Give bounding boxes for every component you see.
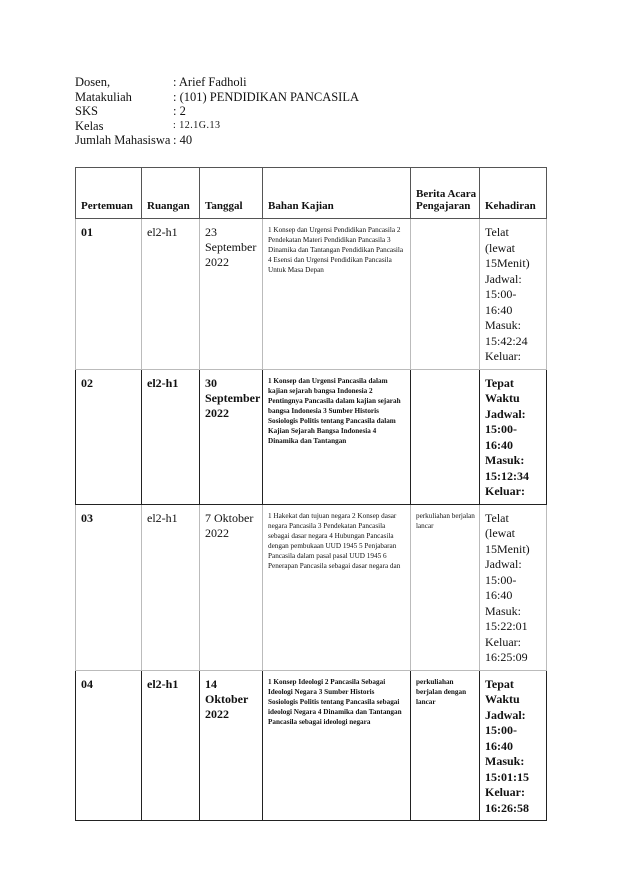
info-value: : 2 (173, 104, 186, 118)
cell-bahan-kajian: 1 Hakekat dan tujuan negara 2 Konsep dasar negara Pancasila 3 Pendekatan Pancasila sebagai dasar negara 4 Hubungan Pancasila dengan pembukaan UUD 1945 5 Penjabaran Pancasila dalam pasal pasal UUD 1945 6 Penerapan Pancasila sebagai dasar negara dan (263, 504, 411, 670)
cell-berita-acara: perkuliahan berjalan lancar (411, 504, 480, 670)
course-info (75, 75, 359, 148)
info-value: : Arief Fadholi (173, 75, 247, 89)
table-row (76, 670, 547, 821)
cell-kehadiran: Tepat Waktu Jadwal: 15:00- 16:40 Masuk: 15:01:15 Keluar: 16:26:58 (480, 670, 547, 821)
header-kehadiran: Kehadiran (480, 168, 547, 219)
table-row (76, 504, 547, 670)
info-value: : 12.1G.13 (173, 119, 221, 131)
cell-ruangan: el2-h1 (142, 369, 200, 504)
header-tanggal: Tanggal (200, 168, 263, 219)
cell-berita-acara (411, 369, 480, 504)
cell-bahan-kajian: 1 Konsep Ideologi 2 Pancasila Sebagai Ideologi Negara 3 Sumber Historis Sosiologis Politis tentang Pancasila sebagai ideologi Negara 4 Dinamika dan Tantangan Pancasila sebagai ideologi negara (263, 670, 411, 821)
cell-berita-acara: perkuliahan berjalan dengan lancar (411, 670, 480, 821)
info-value: : 40 (173, 133, 193, 147)
cell-tanggal: 23 September 2022 (200, 219, 263, 370)
cell-ruangan: el2-h1 (142, 670, 200, 821)
info-label: Dosen, (75, 75, 111, 89)
cell-tanggal: 30 September 2022 (200, 369, 263, 504)
info-value: : (101) PENDIDIKAN PANCASILA (173, 89, 359, 104)
info-row-matakuliah (75, 90, 359, 105)
cell-pertemuan: 01 (76, 219, 142, 370)
info-label: Matakuliah (75, 89, 132, 104)
table-header-row (76, 168, 547, 219)
info-row-sks (75, 104, 359, 119)
cell-bahan-kajian: 1 Konsep dan Urgensi Pendidikan Pancasila 2 Pendekatan Materi Pendidikan Pancasila 3 Dinamika dan Tantangan Pendidikan Pancasila 4 Esensi dan Urgensi Pendidikan Pancasila Untuk Masa Depan (263, 219, 411, 370)
cell-ruangan: el2-h1 (142, 219, 200, 370)
table-row (76, 369, 547, 504)
info-label: SKS (75, 104, 98, 118)
cell-pertemuan: 02 (76, 369, 142, 504)
cell-kehadiran: Tepat Waktu Jadwal: 15:00- 16:40 Masuk: 15:12:34 Keluar: (480, 369, 547, 504)
cell-tanggal: 14 Oktober 2022 (200, 670, 263, 821)
header-pertemuan: Pertemuan (76, 168, 142, 219)
attendance-table (75, 167, 547, 821)
info-label: Jumlah Mahasiswa (75, 133, 171, 147)
cell-kehadiran: Telat (lewat 15Menit) Jadwal: 15:00- 16:40 Masuk: 15:22:01 Keluar: 16:25:09 (480, 504, 547, 670)
info-row-jumlah-mahasiswa (75, 133, 359, 148)
cell-kehadiran: Telat (lewat 15Menit) Jadwal: 15:00- 16:40 Masuk: 15:42:24 Keluar: (480, 219, 547, 370)
cell-pertemuan: 03 (76, 504, 142, 670)
cell-bahan-kajian: 1 Konsep dan Urgensi Pancasila dalam kajian sejarah bangsa Indonesia 2 Pentingnya Pancasila dalam kajian sejarah bangsa Indonesia 3 Sumber Historis Sosiologis Politis tentang Pancasila dalam Kajian Sejarah Bangsa Indonesia 4 Dinamika dan Tantangan (263, 369, 411, 504)
header-berita-acara: Berita Acara Pengajaran (411, 168, 480, 219)
cell-tanggal: 7 Oktober 2022 (200, 504, 263, 670)
header-bahan-kajian: Bahan Kajian (263, 168, 411, 219)
table-row (76, 219, 547, 370)
cell-pertemuan: 04 (76, 670, 142, 821)
cell-berita-acara (411, 219, 480, 370)
info-label: Kelas (75, 118, 104, 133)
info-row-dosen (75, 75, 359, 90)
info-row-kelas (75, 119, 359, 134)
cell-ruangan: el2-h1 (142, 504, 200, 670)
header-ruangan: Ruangan (142, 168, 200, 219)
